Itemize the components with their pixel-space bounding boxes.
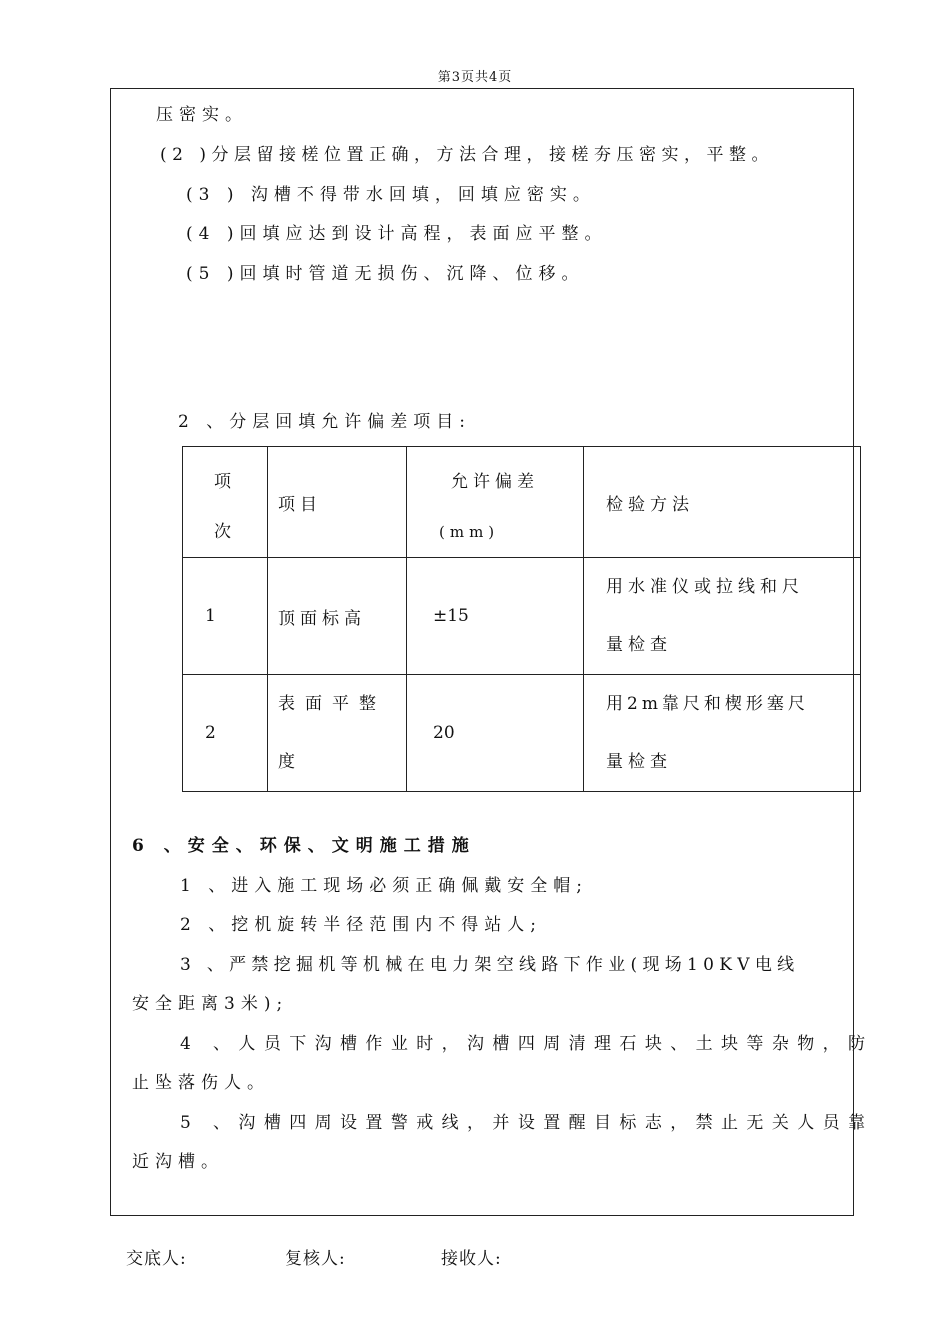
table-row — [183, 558, 861, 675]
page-indicator: 第3页共4页 — [437, 70, 513, 85]
presenter-signature-label: 交底人: — [126, 1249, 187, 1269]
row-2-method-line-2: 量检查 — [606, 752, 672, 772]
table-header-row — [183, 447, 861, 558]
safety-item-5-line-1: 5 、沟槽四周设置警戒线，并设置醒目标志，禁止无关人员靠 — [180, 1113, 874, 1133]
row-2-tolerance: 20 — [407, 675, 584, 792]
row-1-method-line-1: 用水准仪或拉线和尺 — [606, 577, 804, 597]
safety-item-5-line-2: 近沟槽。 — [132, 1152, 224, 1172]
requirement-item-5: (5 )回填时管道无损伤、沉降、位移。 — [186, 264, 585, 284]
safety-item-1: 1 、进入施工现场必须正确佩戴安全帽; — [180, 876, 588, 896]
section-6-title: 6 、安全、环保、文明施工措施 — [132, 836, 476, 856]
row-2-method-line-1: 用2m靠尺和楔形塞尺 — [606, 694, 809, 714]
header-item-no-bottom: 次 — [214, 522, 236, 542]
header-item: 项目 — [268, 447, 407, 558]
safety-item-3-line-2: 安全距离3米); — [132, 994, 289, 1014]
header-tolerance-label: 允许偏差 — [451, 472, 539, 492]
header-item-no — [183, 447, 268, 558]
requirement-item-2: (2 )分层留接槎位置正确，方法合理，接槎夯压密实，平整。 — [160, 145, 774, 165]
row-1-method — [584, 558, 861, 675]
section-2-title: 2 、分层回填允许偏差项目: — [178, 412, 471, 432]
row-1-method-line-2: 量检查 — [606, 635, 672, 655]
requirement-item-4: (4 )回填应达到设计高程，表面应平整。 — [186, 224, 608, 244]
row-1-item: 顶面标高 — [268, 558, 407, 675]
continuation-line: 压密实。 — [156, 105, 248, 125]
row-1-no: 1 — [183, 558, 268, 675]
row-2-item — [268, 675, 407, 792]
safety-item-4-line-1: 4 、人员下沟槽作业时，沟槽四周清理石块、土块等杂物，防 — [180, 1034, 874, 1054]
safety-item-2: 2 、挖机旋转半径范围内不得站人; — [180, 915, 542, 935]
row-2-item-line-1: 表面平整 — [278, 694, 386, 714]
header-tolerance-unit: (mm) — [439, 523, 500, 541]
safety-item-4-line-2: 止坠落伤人。 — [132, 1073, 270, 1093]
table-row — [183, 675, 861, 792]
row-1-tolerance: ±15 — [407, 558, 584, 675]
safety-item-3-line-1: 3 、严禁挖掘机等机械在电力架空线路下作业(现场10KV电线 — [180, 955, 800, 975]
tolerance-table — [182, 446, 861, 792]
reviewer-signature-label: 复核人: — [285, 1249, 346, 1269]
requirement-item-3: (3 ) 沟槽不得带水回填，回填应密实。 — [186, 185, 596, 205]
row-2-item-line-2: 度 — [278, 752, 300, 772]
header-method: 检验方法 — [584, 447, 861, 558]
receiver-signature-label: 接收人: — [441, 1249, 502, 1269]
row-2-method — [584, 675, 861, 792]
header-tolerance — [407, 447, 584, 558]
header-item-no-top: 项 — [214, 472, 236, 492]
row-2-no: 2 — [183, 675, 268, 792]
